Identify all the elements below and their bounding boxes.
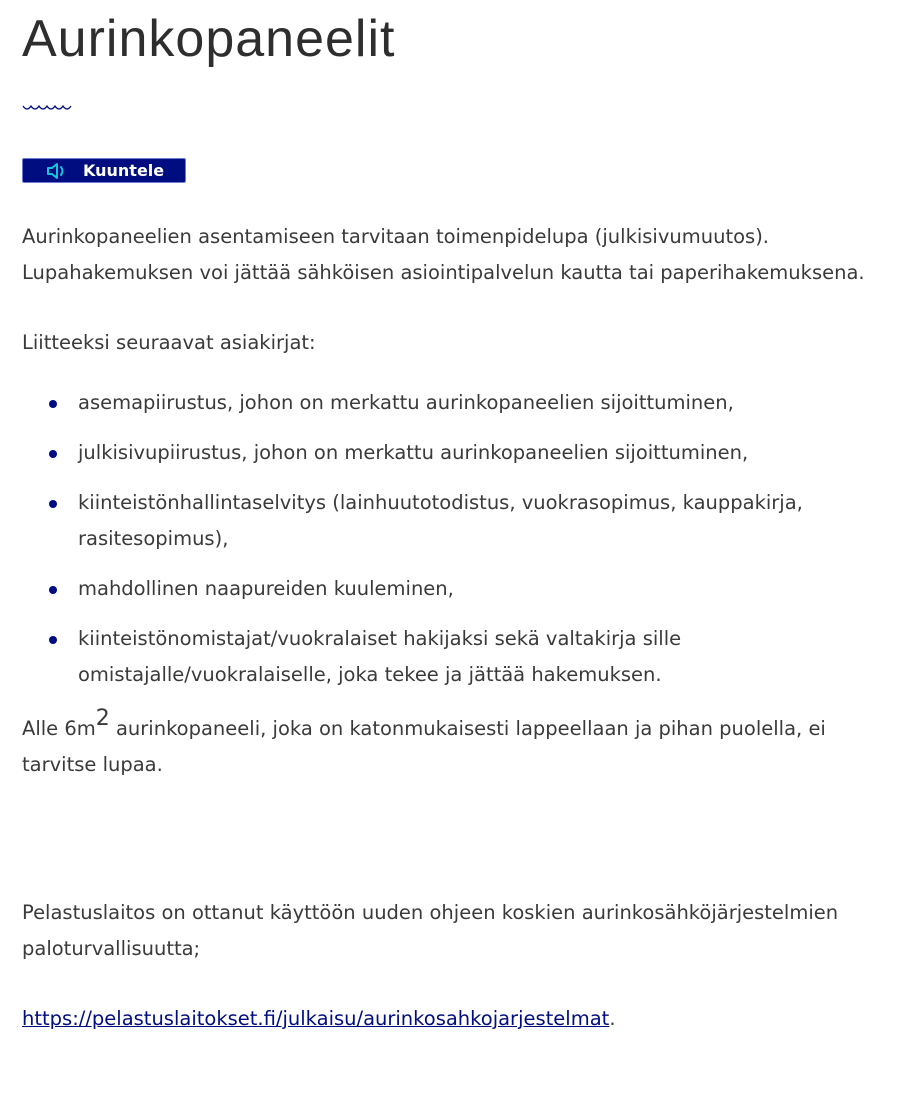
page-title: Aurinkopaneelit (22, 10, 396, 68)
guideline-link[interactable]: https://pelastuslaitokset.fi/julkaisu/aurinkosahkojarjestelmat (22, 1007, 610, 1030)
listen-button[interactable] (22, 158, 186, 183)
link-suffix: . (609, 1007, 616, 1030)
bullet-icon (49, 500, 57, 508)
list-item (22, 571, 882, 607)
intro-paragraph: Aurinkopaneelien asentamiseen tarvitaan toimenpidelupa (julkisivumuutos). Lupahakemuksen voi jättää sähköisen asiointipalvelun kautta tai paperihakemuksena. (22, 225, 865, 284)
list-item (22, 621, 882, 693)
listen-label: Kuuntele (83, 161, 165, 180)
exemption-paragraph (22, 706, 882, 783)
wave-icon (22, 103, 76, 113)
list-item-text: asemapiirustus, johon on merkattu aurinkopaneelien sijoittuminen, (78, 391, 734, 414)
bullet-icon (49, 450, 57, 458)
rescue-note: Pelastuslaitos on ottanut käyttöön uuden ohjeen koskien aurinkosähköjärjestelmien paloturvallisuutta; (22, 901, 839, 960)
list-item (22, 435, 882, 471)
bullet-icon (49, 636, 57, 644)
list-item-text: julkisivupiirustus, johon on merkattu aurinkopaneelien sijoittuminen, (78, 441, 749, 464)
attachments-lead: Liitteeksi seuraavat asiakirjat: (22, 331, 316, 354)
list-item-text: mahdollinen naapureiden kuuleminen, (78, 577, 454, 600)
attachments-list (22, 385, 882, 693)
list-item-text: kiinteistönomistajat/vuokralaiset hakijaksi sekä valtakirja sille omistajalle/vuokralaiselle, joka tekee ja jättää hakemuksen. (78, 627, 682, 686)
article-body (22, 219, 882, 1037)
list-item (22, 485, 882, 557)
speaker-icon (45, 162, 69, 180)
bullet-icon (49, 586, 57, 594)
list-item (22, 385, 882, 421)
bullet-icon (49, 400, 57, 408)
exemption-superscript: 2 (95, 706, 110, 731)
exemption-suffix: aurinkopaneeli, joka on katonmukaisesti lappeellaan ja pihan puolella, ei tarvitse lupaa. (22, 717, 826, 776)
link-paragraph (22, 1001, 882, 1037)
exemption-prefix: Alle 6m (22, 717, 96, 740)
list-item-text: kiinteistönhallintaselvitys (lainhuutotodistus, vuokrasopimus, kauppakirja, rasitesopimus), (78, 491, 803, 550)
